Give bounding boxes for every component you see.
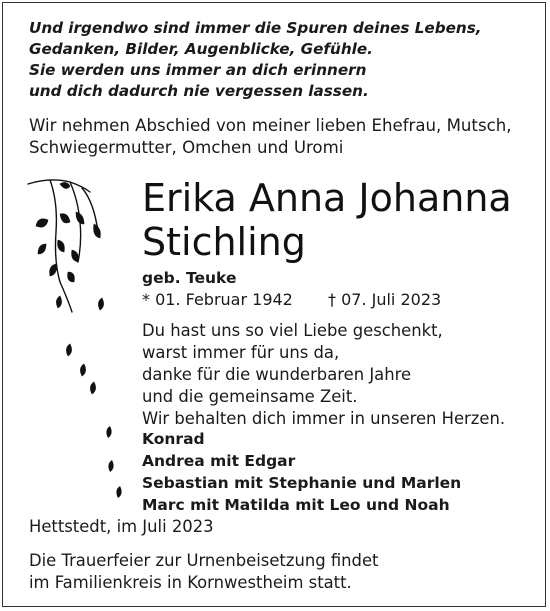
funeral-line: Die Trauerfeier zur Urnenbeisetzung findet <box>29 551 379 570</box>
verse-line: Wir behalten dich immer in unseren Herzen. <box>142 409 506 428</box>
place-date: Hettstedt, im Juli 2023 <box>29 517 214 536</box>
birch-branch-icon <box>20 172 120 402</box>
funeral-line: im Familienkreis in Kornwestheim statt. <box>29 573 352 592</box>
funeral-notice <box>29 550 378 594</box>
birth-name: geb. Teuke <box>142 269 237 287</box>
poem-line: und dich dadurch nie vergessen lassen. <box>29 82 369 100</box>
verse-line: danke für die wunderbaren Jahre <box>142 365 412 384</box>
intro-line: Wir nehmen Abschied von meiner lieben Ehefrau, Mutsch, <box>29 116 512 135</box>
mourner: Sebastian mit Stephanie und Marlen <box>142 474 462 492</box>
poem-line: Und irgendwo sind immer die Spuren deines Lebens, <box>29 19 482 37</box>
mourner: Marc mit Matilda mit Leo und Noah <box>142 496 450 514</box>
deceased-name <box>142 176 512 264</box>
poem-line: Gedanken, Bilder, Augenblicke, Gefühle. <box>29 40 373 58</box>
verse-line: Du hast uns so viel Liebe geschenkt, <box>142 321 443 340</box>
death-date: † 07. Juli 2023 <box>328 290 442 309</box>
deceased-name-line2: Stichling <box>142 220 306 264</box>
poem <box>29 18 482 102</box>
falling-leaves-icon <box>100 420 136 510</box>
verse-line: warst immer für uns da, <box>142 343 340 362</box>
mourner: Andrea mit Edgar <box>142 452 296 470</box>
mourners-list <box>142 428 461 516</box>
mourner: Konrad <box>142 430 205 448</box>
intro-text <box>29 115 512 159</box>
verse-line: und die gemeinsame Zeit. <box>142 387 358 406</box>
verse <box>142 320 505 430</box>
birth-date: * 01. Februar 1942 <box>142 290 293 309</box>
poem-line: Sie werden uns immer an dich erinnern <box>29 61 367 79</box>
deceased-name-line1: Erika Anna Johanna <box>142 176 512 220</box>
intro-line: Schwiegermutter, Omchen und Uromi <box>29 138 344 157</box>
